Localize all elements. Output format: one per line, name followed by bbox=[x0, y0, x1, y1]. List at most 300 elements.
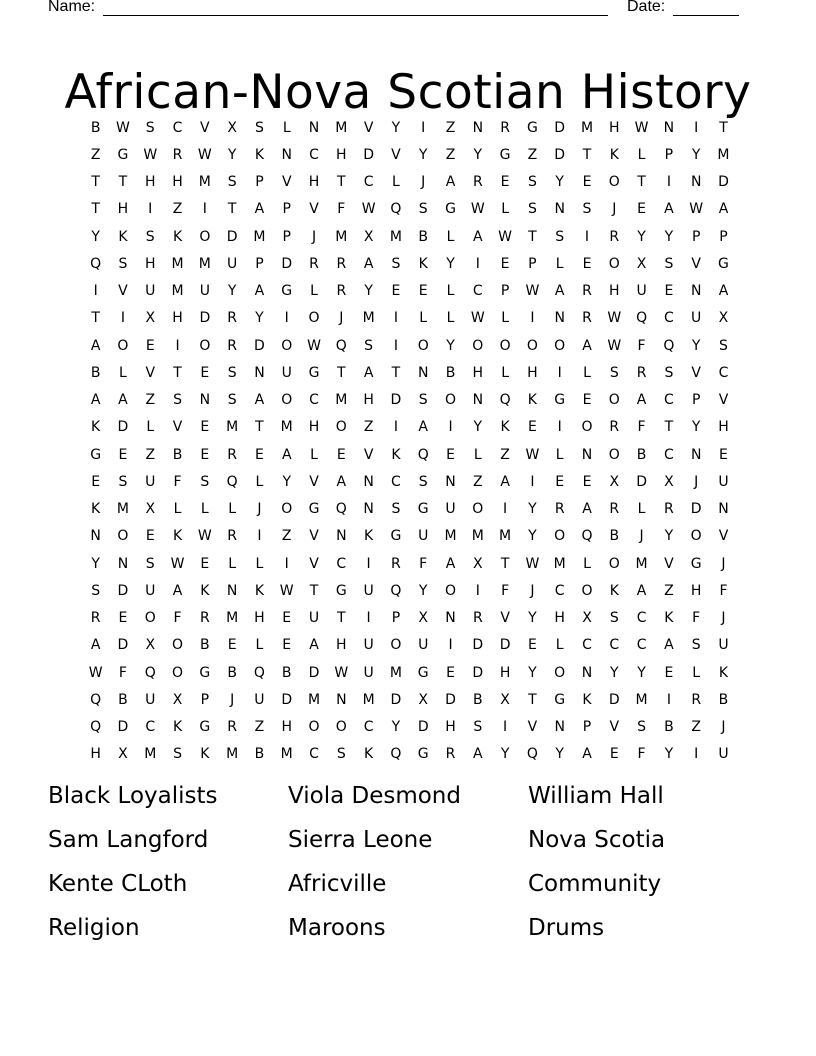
grid-letter[interactable]: R bbox=[227, 337, 237, 354]
grid-letter[interactable]: M bbox=[171, 255, 184, 272]
grid-letter[interactable]: M bbox=[226, 610, 239, 627]
grid-letter[interactable]: Q bbox=[144, 664, 156, 681]
grid-letter[interactable]: L bbox=[501, 364, 509, 381]
grid-letter[interactable]: T bbox=[719, 119, 728, 136]
grid-letter[interactable]: D bbox=[254, 337, 265, 354]
grid-letter[interactable]: F bbox=[719, 582, 728, 599]
grid-letter[interactable]: H bbox=[718, 419, 729, 436]
grid-letter[interactable]: I bbox=[448, 419, 453, 436]
grid-letter[interactable]: W bbox=[170, 555, 185, 572]
grid-letter[interactable]: F bbox=[637, 419, 646, 436]
grid-letter[interactable]: R bbox=[227, 719, 237, 736]
grid-letter[interactable]: H bbox=[308, 419, 320, 436]
grid-letter[interactable]: K bbox=[364, 528, 374, 545]
grid-letter[interactable]: D bbox=[117, 419, 129, 436]
grid-letter[interactable]: D bbox=[117, 637, 129, 654]
grid-letter[interactable]: O bbox=[144, 610, 156, 627]
grid-letter[interactable]: B bbox=[118, 691, 128, 708]
grid-letter[interactable]: W bbox=[116, 119, 130, 136]
grid-letter[interactable]: U bbox=[281, 364, 292, 381]
grid-letter[interactable]: N bbox=[445, 473, 456, 490]
grid-letter[interactable]: Y bbox=[391, 119, 401, 136]
grid-letter[interactable]: P bbox=[582, 719, 592, 736]
grid-letter[interactable]: O bbox=[199, 337, 211, 354]
grid-letter[interactable]: I bbox=[202, 201, 207, 218]
grid-letter[interactable]: I bbox=[530, 310, 535, 327]
grid-letter[interactable]: L bbox=[392, 174, 400, 191]
grid-letter[interactable]: O bbox=[335, 719, 347, 736]
grid-letter[interactable]: P bbox=[255, 174, 264, 191]
grid-letter[interactable]: I bbox=[120, 310, 126, 327]
grid-letter[interactable]: K bbox=[172, 719, 183, 736]
grid-letter[interactable]: N bbox=[690, 174, 702, 191]
grid-letter[interactable]: I bbox=[694, 119, 699, 136]
grid-letter[interactable]: Z bbox=[363, 419, 374, 436]
grid-letter[interactable]: D bbox=[472, 637, 484, 654]
grid-letter[interactable]: I bbox=[421, 119, 426, 136]
grid-letter[interactable]: T bbox=[118, 174, 128, 191]
grid-letter[interactable]: M bbox=[280, 419, 293, 436]
grid-letter[interactable]: A bbox=[254, 283, 265, 300]
grid-letter[interactable]: S bbox=[391, 501, 401, 518]
grid-letter[interactable]: A bbox=[281, 446, 292, 463]
grid-letter[interactable]: Z bbox=[145, 392, 156, 409]
grid-letter[interactable]: M bbox=[144, 746, 157, 763]
grid-letter[interactable]: D bbox=[363, 146, 374, 163]
grid-letter[interactable]: M bbox=[171, 283, 184, 300]
grid-letter[interactable]: E bbox=[555, 473, 565, 490]
grid-letter[interactable]: B bbox=[445, 364, 456, 381]
grid-letter[interactable]: Q bbox=[335, 337, 347, 354]
grid-letter[interactable]: V bbox=[609, 719, 620, 736]
grid-letter[interactable]: Z bbox=[473, 473, 483, 490]
grid-letter[interactable]: E bbox=[200, 555, 210, 572]
grid-letter[interactable]: L bbox=[446, 228, 455, 245]
grid-letter[interactable]: M bbox=[389, 228, 402, 245]
grid-letter[interactable]: O bbox=[281, 392, 293, 409]
grid-letter[interactable]: W bbox=[525, 446, 540, 463]
grid-letter[interactable]: S bbox=[637, 719, 647, 736]
grid-letter[interactable]: X bbox=[609, 473, 620, 490]
grid-letter[interactable]: Y bbox=[637, 228, 646, 245]
grid-letter[interactable]: F bbox=[118, 664, 127, 681]
grid-letter[interactable]: X bbox=[500, 691, 510, 708]
grid-letter[interactable]: G bbox=[445, 201, 456, 218]
grid-letter[interactable]: G bbox=[281, 283, 293, 300]
grid-letter[interactable]: S bbox=[664, 364, 674, 381]
grid-letter[interactable]: F bbox=[337, 201, 346, 218]
grid-letter[interactable]: L bbox=[228, 555, 237, 572]
grid-letter[interactable]: T bbox=[637, 174, 646, 191]
grid-letter[interactable]: W bbox=[470, 201, 485, 218]
grid-letter[interactable]: Y bbox=[528, 610, 537, 627]
grid-letter[interactable]: U bbox=[254, 691, 265, 708]
grid-letter[interactable]: X bbox=[718, 310, 729, 327]
grid-letter[interactable]: B bbox=[254, 746, 265, 763]
grid-letter[interactable]: E bbox=[227, 637, 237, 654]
grid-letter[interactable]: P bbox=[282, 201, 291, 218]
grid-letter[interactable]: R bbox=[664, 501, 674, 518]
grid-letter[interactable]: M bbox=[226, 419, 239, 436]
grid-letter[interactable]: J bbox=[639, 528, 644, 545]
grid-letter[interactable]: D bbox=[608, 691, 620, 708]
grid-letter[interactable]: T bbox=[500, 555, 510, 572]
grid-letter[interactable]: K bbox=[118, 228, 128, 245]
grid-letter[interactable]: E bbox=[582, 473, 592, 490]
grid-letter[interactable]: W bbox=[361, 201, 376, 218]
grid-letter[interactable]: W bbox=[307, 337, 321, 354]
grid-letter[interactable]: G bbox=[308, 501, 320, 518]
grid-letter[interactable]: Y bbox=[664, 228, 674, 245]
grid-letter[interactable]: J bbox=[694, 473, 699, 490]
grid-letter[interactable]: U bbox=[363, 582, 374, 599]
grid-letter[interactable]: J bbox=[530, 582, 535, 599]
grid-letter[interactable]: I bbox=[666, 174, 671, 191]
grid-letter[interactable]: O bbox=[554, 528, 566, 545]
grid-letter[interactable]: K bbox=[254, 582, 265, 599]
grid-letter[interactable]: N bbox=[117, 555, 129, 572]
grid-letter[interactable]: Q bbox=[390, 201, 402, 218]
grid-letter[interactable]: A bbox=[473, 228, 483, 245]
grid-letter[interactable]: E bbox=[336, 446, 346, 463]
grid-letter[interactable]: L bbox=[583, 555, 591, 572]
grid-letter[interactable]: S bbox=[719, 337, 728, 354]
grid-letter[interactable]: R bbox=[609, 501, 620, 518]
grid-letter[interactable]: S bbox=[664, 255, 674, 272]
grid-letter[interactable]: F bbox=[501, 582, 510, 599]
grid-letter[interactable]: E bbox=[527, 637, 537, 654]
grid-letter[interactable]: E bbox=[145, 337, 155, 354]
grid-letter[interactable]: P bbox=[255, 255, 264, 272]
grid-letter[interactable]: C bbox=[718, 364, 729, 381]
grid-letter[interactable]: G bbox=[199, 664, 211, 681]
grid-letter[interactable]: J bbox=[721, 610, 726, 627]
grid-letter[interactable]: S bbox=[91, 582, 101, 599]
grid-letter[interactable]: H bbox=[90, 746, 101, 763]
grid-letter[interactable]: L bbox=[255, 473, 264, 490]
grid-letter[interactable]: J bbox=[257, 501, 262, 518]
grid-letter[interactable]: I bbox=[475, 255, 480, 272]
grid-letter[interactable]: Y bbox=[555, 174, 564, 191]
grid-letter[interactable]: I bbox=[694, 746, 699, 763]
grid-letter[interactable]: K bbox=[582, 691, 592, 708]
grid-letter[interactable]: H bbox=[472, 364, 484, 381]
grid-letter[interactable]: A bbox=[718, 201, 729, 218]
grid-letter[interactable]: I bbox=[666, 691, 671, 708]
grid-letter[interactable]: L bbox=[637, 501, 646, 518]
grid-letter[interactable]: Y bbox=[691, 337, 701, 354]
grid-letter[interactable]: Y bbox=[282, 473, 291, 490]
grid-letter[interactable]: V bbox=[172, 419, 183, 436]
grid-letter[interactable]: O bbox=[172, 637, 184, 654]
grid-letter[interactable]: N bbox=[336, 528, 347, 545]
grid-letter[interactable]: E bbox=[282, 637, 292, 654]
grid-letter[interactable]: X bbox=[418, 610, 428, 627]
grid-letter[interactable]: R bbox=[582, 283, 592, 300]
grid-letter[interactable]: T bbox=[337, 610, 346, 627]
grid-letter[interactable]: G bbox=[308, 364, 320, 381]
grid-letter[interactable]: A bbox=[172, 582, 183, 599]
grid-letter[interactable]: E bbox=[446, 446, 455, 463]
grid-letter[interactable]: X bbox=[664, 473, 674, 490]
grid-letter[interactable]: C bbox=[145, 719, 156, 736]
grid-letter[interactable]: K bbox=[500, 419, 510, 436]
grid-letter[interactable]: A bbox=[664, 637, 674, 654]
grid-letter[interactable]: A bbox=[363, 364, 374, 381]
grid-letter[interactable]: N bbox=[281, 146, 292, 163]
grid-letter[interactable]: G bbox=[117, 146, 129, 163]
grid-letter[interactable]: V bbox=[200, 119, 210, 136]
grid-letter[interactable]: A bbox=[90, 337, 101, 354]
grid-letter[interactable]: E bbox=[664, 283, 674, 300]
grid-letter[interactable]: M bbox=[580, 119, 594, 136]
grid-letter[interactable]: W bbox=[634, 119, 649, 136]
grid-letter[interactable]: S bbox=[473, 719, 483, 736]
grid-letter[interactable]: L bbox=[255, 555, 264, 572]
grid-letter[interactable]: R bbox=[691, 691, 702, 708]
grid-letter[interactable]: Y bbox=[664, 746, 674, 763]
grid-letter[interactable]: O bbox=[308, 719, 320, 736]
grid-letter[interactable]: Q bbox=[335, 501, 347, 518]
grid-letter[interactable]: Y bbox=[637, 664, 646, 681]
grid-letter[interactable]: U bbox=[691, 310, 702, 327]
grid-letter[interactable]: C bbox=[363, 174, 374, 191]
grid-letter[interactable]: T bbox=[227, 201, 237, 218]
grid-letter[interactable]: S bbox=[418, 201, 428, 218]
grid-letter[interactable]: H bbox=[254, 610, 265, 627]
grid-letter[interactable]: X bbox=[363, 228, 374, 245]
grid-letter[interactable]: N bbox=[581, 664, 593, 681]
grid-letter[interactable]: G bbox=[390, 528, 402, 545]
grid-letter[interactable]: E bbox=[200, 419, 210, 436]
grid-letter[interactable]: V bbox=[527, 719, 538, 736]
grid-letter[interactable]: B bbox=[473, 691, 483, 708]
grid-letter[interactable]: W bbox=[607, 310, 622, 327]
grid-letter[interactable]: X bbox=[473, 555, 483, 572]
grid-letter[interactable]: Q bbox=[90, 255, 102, 272]
grid-letter[interactable]: Y bbox=[255, 310, 264, 327]
grid-letter[interactable]: M bbox=[553, 555, 566, 572]
grid-letter[interactable]: O bbox=[499, 337, 511, 354]
grid-letter[interactable]: Y bbox=[528, 664, 537, 681]
grid-letter[interactable]: A bbox=[445, 174, 456, 191]
grid-letter[interactable]: N bbox=[472, 392, 484, 409]
grid-letter[interactable]: S bbox=[609, 364, 619, 381]
grid-letter[interactable]: E bbox=[282, 610, 292, 627]
grid-letter[interactable]: H bbox=[281, 719, 292, 736]
grid-letter[interactable]: B bbox=[227, 664, 237, 681]
grid-letter[interactable]: E bbox=[118, 446, 128, 463]
grid-letter[interactable]: D bbox=[499, 637, 511, 654]
grid-letter[interactable]: P bbox=[282, 228, 291, 245]
grid-letter[interactable]: Z bbox=[145, 446, 156, 463]
grid-letter[interactable]: I bbox=[530, 473, 535, 490]
grid-letter[interactable]: U bbox=[636, 283, 647, 300]
grid-letter[interactable]: E bbox=[446, 664, 455, 681]
grid-letter[interactable]: U bbox=[363, 637, 374, 654]
grid-letter[interactable]: W bbox=[470, 310, 485, 327]
grid-letter[interactable]: T bbox=[664, 419, 674, 436]
grid-letter[interactable]: M bbox=[280, 746, 293, 763]
grid-letter[interactable]: N bbox=[90, 528, 101, 545]
grid-letter[interactable]: Z bbox=[500, 446, 510, 463]
grid-letter[interactable]: A bbox=[309, 637, 319, 654]
grid-letter[interactable]: T bbox=[91, 201, 100, 218]
grid-letter[interactable]: I bbox=[503, 501, 508, 518]
grid-letter[interactable]: M bbox=[198, 174, 211, 191]
grid-letter[interactable]: I bbox=[503, 719, 508, 736]
grid-letter[interactable]: L bbox=[146, 419, 155, 436]
grid-letter[interactable]: O bbox=[554, 337, 566, 354]
grid-letter[interactable]: C bbox=[663, 392, 674, 409]
grid-letter[interactable]: T bbox=[91, 310, 100, 327]
grid-letter[interactable]: J bbox=[339, 310, 344, 327]
grid-letter[interactable]: N bbox=[226, 582, 238, 599]
grid-letter[interactable]: K bbox=[91, 501, 101, 518]
grid-letter[interactable]: V bbox=[309, 528, 319, 545]
grid-letter[interactable]: H bbox=[609, 283, 620, 300]
grid-letter[interactable]: O bbox=[581, 419, 593, 436]
grid-letter[interactable]: U bbox=[227, 255, 238, 272]
grid-letter[interactable]: O bbox=[335, 419, 347, 436]
grid-letter[interactable]: E bbox=[418, 283, 428, 300]
grid-letter[interactable]: S bbox=[173, 746, 182, 763]
grid-letter[interactable]: C bbox=[609, 637, 620, 654]
grid-letter[interactable]: R bbox=[227, 528, 237, 545]
grid-letter[interactable]: N bbox=[690, 283, 702, 300]
grid-letter[interactable]: N bbox=[445, 610, 456, 627]
grid-letter[interactable]: V bbox=[309, 555, 319, 572]
grid-letter[interactable]: T bbox=[309, 582, 319, 599]
grid-letter[interactable]: E bbox=[200, 364, 210, 381]
grid-letter[interactable]: C bbox=[172, 119, 183, 136]
grid-letter[interactable]: Z bbox=[172, 201, 183, 218]
grid-letter[interactable]: V bbox=[281, 174, 292, 191]
grid-letter[interactable]: O bbox=[117, 528, 129, 545]
grid-letter[interactable]: L bbox=[637, 146, 646, 163]
grid-letter[interactable]: Y bbox=[528, 501, 537, 518]
grid-letter[interactable]: S bbox=[145, 228, 155, 245]
grid-letter[interactable]: O bbox=[172, 664, 184, 681]
grid-letter[interactable]: C bbox=[336, 555, 347, 572]
grid-letter[interactable]: M bbox=[635, 555, 648, 572]
grid-letter[interactable]: L bbox=[473, 446, 482, 463]
grid-letter[interactable]: R bbox=[554, 501, 565, 518]
grid-letter[interactable]: H bbox=[445, 719, 456, 736]
grid-letter[interactable]: N bbox=[472, 119, 484, 136]
grid-letter[interactable]: E bbox=[391, 283, 401, 300]
grid-letter[interactable]: D bbox=[281, 255, 293, 272]
grid-letter[interactable]: A bbox=[445, 555, 456, 572]
grid-letter[interactable]: V bbox=[691, 364, 701, 381]
grid-letter[interactable]: D bbox=[636, 473, 647, 490]
grid-letter[interactable]: V bbox=[718, 392, 729, 409]
grid-letter[interactable]: N bbox=[336, 691, 347, 708]
grid-letter[interactable]: T bbox=[337, 364, 346, 381]
grid-letter[interactable]: V bbox=[718, 528, 729, 545]
grid-letter[interactable]: R bbox=[90, 610, 101, 627]
grid-letter[interactable]: R bbox=[336, 283, 347, 300]
grid-letter[interactable]: N bbox=[554, 310, 565, 327]
grid-letter[interactable]: W bbox=[689, 201, 704, 218]
grid-letter[interactable]: M bbox=[499, 528, 512, 545]
grid-letter[interactable]: M bbox=[362, 310, 375, 327]
grid-letter[interactable]: B bbox=[172, 446, 183, 463]
grid-letter[interactable]: U bbox=[418, 637, 429, 654]
grid-letter[interactable]: L bbox=[501, 310, 509, 327]
grid-letter[interactable]: L bbox=[282, 119, 291, 136]
grid-letter[interactable]: C bbox=[391, 473, 401, 490]
grid-letter[interactable]: B bbox=[664, 719, 674, 736]
grid-letter[interactable]: U bbox=[418, 528, 429, 545]
grid-letter[interactable]: A bbox=[718, 283, 729, 300]
grid-letter[interactable]: O bbox=[608, 255, 620, 272]
grid-letter[interactable]: O bbox=[608, 174, 620, 191]
grid-letter[interactable]: E bbox=[582, 255, 592, 272]
grid-letter[interactable]: B bbox=[281, 664, 292, 681]
grid-letter[interactable]: Y bbox=[691, 146, 701, 163]
grid-letter[interactable]: I bbox=[284, 555, 289, 572]
grid-letter[interactable]: T bbox=[528, 691, 537, 708]
grid-letter[interactable]: A bbox=[554, 283, 565, 300]
grid-letter[interactable]: Z bbox=[281, 528, 292, 545]
grid-letter[interactable]: Z bbox=[691, 719, 701, 736]
grid-letter[interactable]: T bbox=[528, 228, 537, 245]
grid-letter[interactable]: S bbox=[418, 473, 428, 490]
grid-letter[interactable]: G bbox=[335, 582, 347, 599]
grid-letter[interactable]: K bbox=[254, 146, 265, 163]
grid-letter[interactable]: M bbox=[717, 146, 730, 163]
grid-letter[interactable]: P bbox=[200, 691, 210, 708]
grid-letter[interactable]: E bbox=[500, 255, 510, 272]
grid-letter[interactable]: Q bbox=[499, 392, 511, 409]
grid-letter[interactable]: K bbox=[200, 746, 210, 763]
grid-letter[interactable]: P bbox=[691, 228, 701, 245]
grid-letter[interactable]: S bbox=[145, 119, 155, 136]
grid-letter[interactable]: N bbox=[690, 446, 702, 463]
grid-letter[interactable]: W bbox=[334, 664, 349, 681]
grid-letter[interactable]: U bbox=[145, 691, 156, 708]
grid-letter[interactable]: I bbox=[557, 419, 562, 436]
grid-letter[interactable]: I bbox=[557, 364, 562, 381]
grid-letter[interactable]: Z bbox=[664, 582, 674, 599]
grid-letter[interactable]: O bbox=[581, 582, 593, 599]
grid-letter[interactable]: Y bbox=[446, 337, 455, 354]
grid-letter[interactable]: S bbox=[254, 119, 264, 136]
grid-letter[interactable]: D bbox=[117, 582, 129, 599]
grid-letter[interactable]: R bbox=[199, 610, 210, 627]
grid-letter[interactable]: R bbox=[500, 119, 510, 136]
grid-letter[interactable]: H bbox=[609, 119, 620, 136]
grid-letter[interactable]: L bbox=[583, 364, 591, 381]
grid-letter[interactable]: I bbox=[257, 528, 262, 545]
grid-letter[interactable]: Y bbox=[227, 146, 237, 163]
grid-letter[interactable]: D bbox=[554, 146, 566, 163]
grid-letter[interactable]: H bbox=[336, 637, 347, 654]
grid-letter[interactable]: L bbox=[255, 637, 264, 654]
grid-letter[interactable]: E bbox=[118, 610, 128, 627]
grid-letter[interactable]: C bbox=[472, 283, 483, 300]
grid-letter[interactable]: H bbox=[308, 174, 320, 191]
grid-letter[interactable]: A bbox=[582, 501, 592, 518]
grid-letter[interactable]: C bbox=[363, 719, 374, 736]
grid-letter[interactable]: Y bbox=[391, 719, 401, 736]
grid-letter[interactable]: W bbox=[197, 528, 212, 545]
grid-letter[interactable]: B bbox=[718, 691, 729, 708]
grid-letter[interactable]: N bbox=[663, 119, 675, 136]
grid-letter[interactable]: E bbox=[527, 419, 537, 436]
grid-letter[interactable]: O bbox=[608, 446, 620, 463]
